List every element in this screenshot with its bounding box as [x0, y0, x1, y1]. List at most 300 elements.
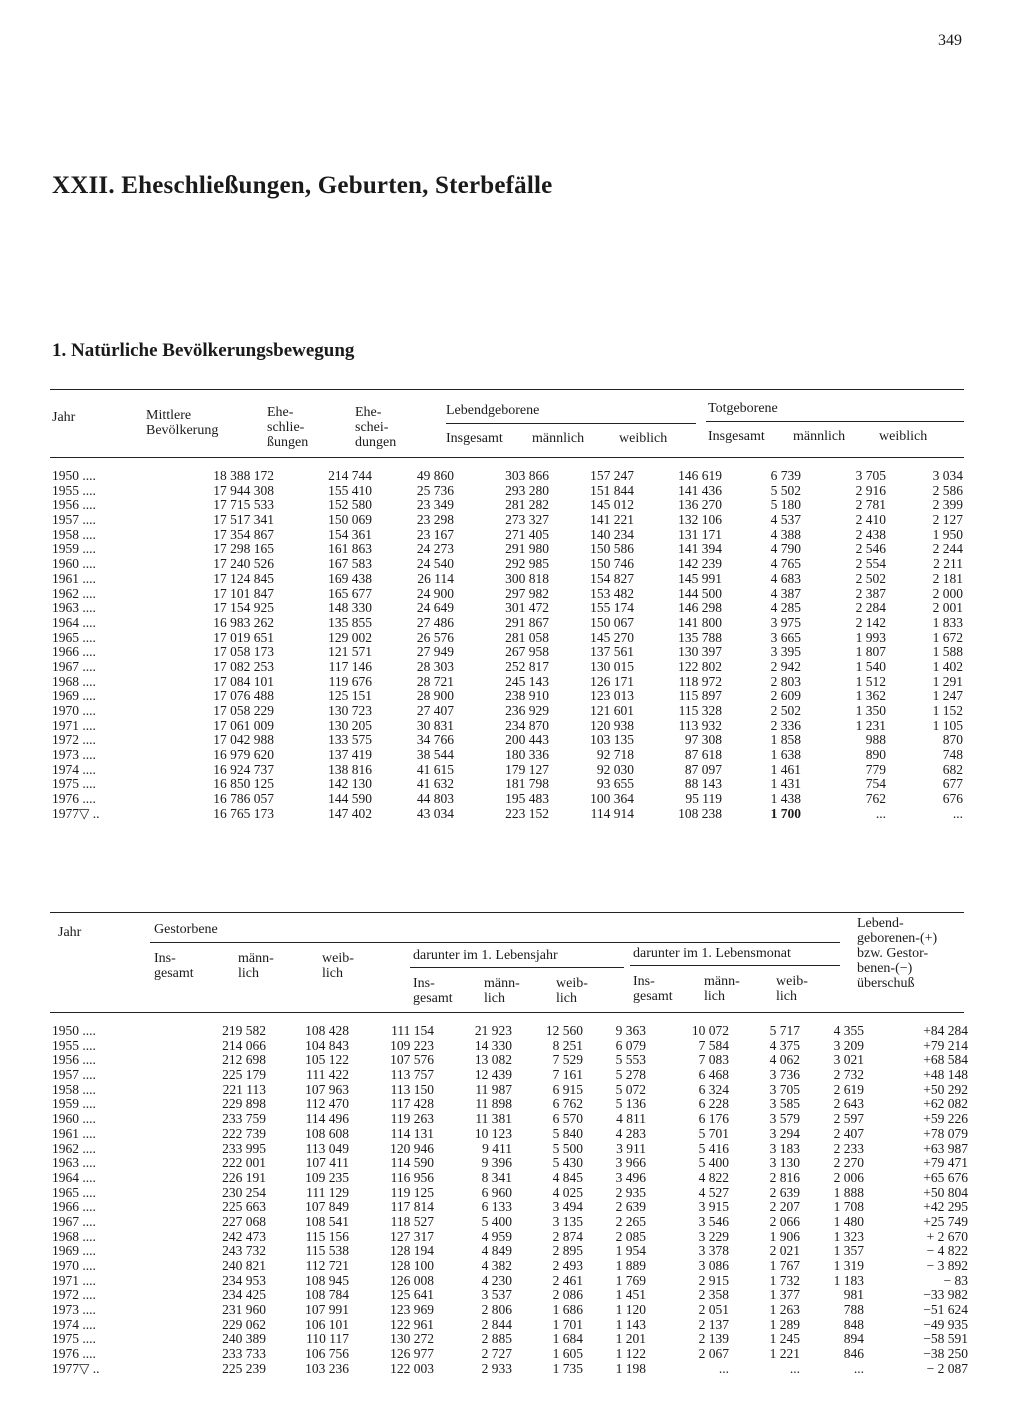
cell-gestorbene-weiblich: 117 428	[390, 1096, 434, 1112]
table2-header-maennlich: männ- lich	[238, 951, 274, 981]
cell-ehescheidungen: 28 721	[416, 673, 454, 689]
cell-lebend-insgesamt: 200 443	[505, 732, 549, 748]
cell-year: 1977▽ ..	[52, 805, 100, 821]
cell-lebensjahr-maennlich: 1 686	[552, 1302, 583, 1318]
cell-lebend-maennlich: 150 067	[590, 614, 634, 630]
cell-lebensjahr-weiblich: 9 363	[615, 1023, 646, 1038]
cell-lebensmonat-weiblich: 1 357	[833, 1243, 864, 1259]
cell-ueberschuss: −38 250	[923, 1346, 968, 1362]
table-row	[50, 556, 963, 572]
cell-year: 1957 ....	[52, 512, 96, 528]
cell-gestorbene-insgesamt: 230 254	[222, 1184, 266, 1200]
cell-lebensmonat-insgesamt: 5 416	[698, 1140, 729, 1156]
table2-darunter-monat-rule	[630, 965, 840, 966]
table2-header-ueberschuss: Lebend- geborenen-(+) bzw. Gestor- benen-(−) überschuß	[857, 916, 938, 991]
cell-lebensjahr-insgesamt: 5 400	[481, 1213, 512, 1229]
cell-ueberschuss: −58 591	[923, 1331, 968, 1347]
cell-gestorbene-maennlich: 112 470	[305, 1096, 349, 1112]
cell-eheschliessungen: 169 438	[328, 570, 372, 586]
cell-lebensjahr-maennlich: 1 605	[552, 1346, 583, 1362]
cell-gestorbene-weiblich: 119 125	[390, 1184, 434, 1200]
table1-header-jahr: Jahr	[52, 410, 76, 425]
table-row	[50, 644, 963, 660]
cell-lebensjahr-weiblich: 6 079	[615, 1037, 646, 1053]
cell-tot-weiblich: 2 181	[932, 570, 963, 586]
cell-lebensmonat-insgesamt: 2 067	[698, 1346, 729, 1362]
table2-body	[50, 1023, 968, 1377]
cell-tot-insgesamt: 3 395	[770, 644, 801, 660]
cell-mittlere-bevoelkerung: 17 944 308	[213, 482, 274, 498]
cell-lebensjahr-insgesamt: 2 885	[481, 1331, 512, 1347]
cell-tot-maennlich: 1 993	[855, 629, 886, 645]
cell-lebensmonat-maennlich: 2 021	[769, 1243, 800, 1259]
cell-lebend-insgesamt: 238 910	[505, 688, 549, 704]
cell-lebensjahr-maennlich: 7 161	[552, 1067, 583, 1083]
cell-tot-maennlich: 1 512	[855, 673, 886, 689]
cell-tot-maennlich: 2 546	[855, 541, 886, 557]
cell-gestorbene-insgesamt: 233 995	[222, 1140, 266, 1156]
cell-ehescheidungen: 24 273	[416, 541, 454, 557]
cell-year: 1975 ....	[52, 776, 96, 792]
cell-lebend-weiblich: 141 394	[678, 541, 722, 557]
cell-lebensmonat-weiblich: 4 355	[833, 1023, 864, 1038]
cell-gestorbene-weiblich: 123 969	[390, 1302, 434, 1318]
cell-lebend-insgesamt: 234 870	[505, 717, 549, 733]
cell-eheschliessungen: 133 575	[328, 732, 372, 748]
cell-lebensmonat-insgesamt: 2 915	[698, 1272, 729, 1288]
cell-year: 1955 ....	[52, 482, 96, 498]
cell-lebensmonat-weiblich: 1 319	[833, 1258, 864, 1273]
cell-lebensjahr-maennlich: 6 762	[552, 1096, 583, 1112]
cell-eheschliessungen: 138 816	[328, 761, 372, 777]
cell-lebend-weiblich: 146 298	[678, 600, 722, 616]
cell-lebensjahr-weiblich: 1 889	[615, 1258, 646, 1273]
cell-gestorbene-insgesamt: 222 739	[222, 1125, 266, 1141]
cell-lebend-weiblich: 136 270	[678, 497, 722, 513]
cell-year: 1964 ....	[52, 614, 96, 630]
cell-lebensjahr-insgesamt: 4 959	[481, 1228, 512, 1244]
cell-lebensmonat-insgesamt: 3 229	[698, 1228, 729, 1244]
table-row	[50, 1287, 968, 1303]
table1-header-totgeborene: Totgeborene	[708, 401, 778, 416]
cell-ueberschuss: +78 079	[923, 1125, 968, 1141]
cell-ehescheidungen: 23 167	[416, 526, 454, 542]
cell-lebensmonat-maennlich: 1 221	[769, 1346, 800, 1362]
cell-lebensmonat-maennlich: 3 585	[769, 1096, 800, 1112]
cell-tot-weiblich: 2 399	[932, 497, 963, 513]
cell-lebend-insgesamt: 236 929	[505, 703, 549, 718]
cell-tot-weiblich: 682	[942, 761, 963, 777]
cell-gestorbene-weiblich: 109 223	[390, 1037, 434, 1053]
cell-lebensjahr-maennlich: 2 493	[552, 1258, 583, 1273]
cell-tot-insgesamt: 3 975	[770, 614, 801, 630]
cell-mittlere-bevoelkerung: 17 058 173	[213, 644, 274, 660]
cell-ueberschuss: − 3 892	[926, 1258, 968, 1273]
cell-mittlere-bevoelkerung: 17 076 488	[213, 688, 274, 704]
cell-ehescheidungen: 41 632	[416, 776, 454, 792]
cell-year: 1968 ....	[52, 673, 96, 689]
cell-lebensjahr-weiblich: 4 811	[616, 1111, 646, 1127]
cell-year: 1959 ....	[52, 541, 96, 557]
table-row	[50, 614, 963, 631]
cell-mittlere-bevoelkerung: 18 388 172	[213, 468, 274, 483]
table-row	[50, 1155, 968, 1171]
cell-eheschliessungen: 214 744	[328, 468, 372, 483]
table-row	[50, 1302, 968, 1318]
table-row	[50, 1213, 968, 1230]
cell-lebensjahr-weiblich: 1 122	[615, 1346, 646, 1362]
cell-eheschliessungen: 154 361	[328, 526, 372, 542]
cell-lebend-weiblich: 131 171	[678, 526, 722, 542]
cell-tot-weiblich: 1 247	[932, 688, 963, 704]
cell-lebend-weiblich: 142 239	[678, 556, 722, 572]
cell-gestorbene-maennlich: 112 721	[305, 1258, 349, 1273]
cell-gestorbene-maennlich: 103 236	[305, 1360, 349, 1376]
cell-gestorbene-insgesamt: 226 191	[222, 1169, 266, 1185]
cell-lebensjahr-insgesamt: 21 923	[474, 1023, 512, 1038]
table2-header-weiblich: weib- lich	[322, 951, 354, 981]
cell-mittlere-bevoelkerung: 17 354 867	[213, 526, 274, 542]
table-row	[50, 1052, 968, 1068]
cell-eheschliessungen: 119 676	[328, 673, 372, 689]
cell-lebensmonat-weiblich: 3 209	[833, 1037, 864, 1053]
cell-lebensjahr-maennlich: 1 684	[552, 1331, 583, 1347]
cell-eheschliessungen: 148 330	[328, 600, 372, 616]
cell-gestorbene-weiblich: 118 527	[390, 1213, 434, 1229]
cell-tot-maennlich: 1 540	[855, 658, 886, 674]
cell-lebensjahr-weiblich: 2 265	[615, 1213, 646, 1229]
cell-tot-insgesamt: 4 285	[770, 600, 801, 616]
table-row	[50, 526, 963, 543]
cell-lebend-maennlich: 130 015	[590, 658, 634, 674]
cell-gestorbene-insgesamt: 229 062	[222, 1316, 266, 1332]
cell-ueberschuss: +50 804	[923, 1184, 968, 1200]
cell-lebensmonat-insgesamt: 4 822	[698, 1169, 729, 1185]
cell-year: 1967 ....	[52, 658, 96, 674]
cell-lebensjahr-insgesamt: 2 806	[481, 1302, 512, 1318]
cell-gestorbene-maennlich: 107 991	[305, 1302, 349, 1318]
cell-lebend-weiblich: 87 618	[684, 747, 722, 763]
cell-lebend-insgesamt: 179 127	[505, 761, 549, 777]
cell-lebensmonat-weiblich: 2 006	[833, 1169, 864, 1185]
cell-lebend-insgesamt: 223 152	[505, 805, 549, 821]
cell-lebend-insgesamt: 293 280	[505, 482, 549, 498]
cell-tot-weiblich: 2 211	[933, 556, 963, 572]
cell-mittlere-bevoelkerung: 17 154 925	[213, 600, 274, 616]
table2-header-jahr: Jahr	[58, 925, 82, 940]
cell-lebensjahr-weiblich: 3 911	[616, 1140, 646, 1156]
cell-year: 1960 ....	[52, 1111, 96, 1127]
cell-lebensjahr-maennlich: 2 895	[552, 1243, 583, 1259]
cell-year: 1955 ....	[52, 1037, 96, 1053]
cell-tot-maennlich: 2 554	[855, 556, 886, 572]
table-row	[50, 1140, 968, 1157]
cell-tot-insgesamt: 1 858	[770, 732, 801, 748]
table-row	[50, 761, 963, 778]
table1-header-eheschliessungen: Ehe- schlie- ßungen	[267, 405, 309, 450]
cell-lebensmonat-insgesamt: ...	[718, 1360, 729, 1376]
table-row	[50, 747, 963, 763]
cell-lebensjahr-weiblich: 5 072	[615, 1081, 646, 1097]
cell-year: 1967 ....	[52, 1213, 96, 1229]
cell-lebensjahr-maennlich: 12 560	[545, 1023, 583, 1038]
cell-tot-weiblich: ...	[952, 805, 963, 821]
cell-eheschliessungen: 130 205	[328, 717, 372, 733]
cell-eheschliessungen: 121 571	[328, 644, 372, 660]
cell-lebensmonat-insgesamt: 5 400	[698, 1155, 729, 1171]
cell-lebensmonat-weiblich: 2 643	[833, 1096, 864, 1112]
cell-lebensmonat-insgesamt: 6 324	[698, 1081, 729, 1097]
cell-mittlere-bevoelkerung: 16 979 620	[213, 747, 274, 763]
table-row	[50, 1125, 968, 1142]
cell-ehescheidungen: 27 407	[416, 703, 454, 718]
cell-tot-insgesamt: 4 790	[770, 541, 801, 557]
cell-year: 1961 ....	[52, 1125, 96, 1141]
cell-lebensmonat-maennlich: 1 377	[769, 1287, 800, 1303]
table1-header-lebendgeborene: Lebendgeborene	[446, 403, 540, 418]
cell-year: 1976 ....	[52, 1346, 96, 1362]
cell-year: 1961 ....	[52, 570, 96, 586]
cell-gestorbene-maennlich: 108 428	[305, 1023, 349, 1038]
cell-ehescheidungen: 23 349	[416, 497, 454, 513]
cell-tot-maennlich: 1 807	[855, 644, 886, 660]
table1-header-lg-maennlich: männlich	[532, 431, 585, 446]
cell-mittlere-bevoelkerung: 16 786 057	[213, 791, 274, 807]
cell-year: 1965 ....	[52, 1184, 96, 1200]
cell-mittlere-bevoelkerung: 17 517 341	[213, 512, 274, 528]
cell-lebend-maennlich: 145 270	[590, 629, 634, 645]
table-row	[50, 703, 963, 719]
cell-year: 1972 ....	[52, 1287, 96, 1303]
cell-year: 1958 ....	[52, 526, 96, 542]
table2-header-gestorbene: Gestorbene	[154, 922, 218, 937]
table1-header-mittlere: Mittlere Bevölkerung	[146, 408, 219, 438]
cell-mittlere-bevoelkerung: 16 765 173	[213, 805, 274, 821]
cell-gestorbene-insgesamt: 234 425	[222, 1287, 266, 1303]
cell-lebend-insgesamt: 252 817	[505, 658, 549, 674]
cell-lebend-maennlich: 154 827	[590, 570, 634, 586]
cell-gestorbene-insgesamt: 231 960	[222, 1302, 266, 1318]
cell-gestorbene-weiblich: 117 814	[390, 1199, 434, 1215]
cell-lebensmonat-maennlich: 2 066	[769, 1213, 800, 1229]
table2-header-lj-weiblich: weib- lich	[556, 976, 588, 1006]
cell-tot-weiblich: 2 586	[932, 482, 963, 498]
cell-year: 1972 ....	[52, 732, 96, 748]
cell-year: 1971 ....	[52, 1272, 96, 1288]
cell-lebensmonat-maennlich: 3 183	[769, 1140, 800, 1156]
cell-lebend-maennlich: 126 171	[590, 673, 634, 689]
cell-lebensjahr-maennlich: 8 251	[552, 1037, 583, 1053]
cell-tot-weiblich: 1 588	[932, 644, 963, 660]
cell-ueberschuss: +42 295	[923, 1199, 968, 1215]
cell-lebensjahr-insgesamt: 4 230	[481, 1272, 512, 1288]
cell-lebensmonat-maennlich: 3 130	[769, 1155, 800, 1171]
cell-lebensjahr-insgesamt: 2 933	[481, 1360, 512, 1376]
cell-tot-insgesamt: 1 438	[770, 791, 801, 807]
cell-lebensjahr-weiblich: 1 954	[615, 1243, 646, 1259]
cell-gestorbene-weiblich: 113 150	[390, 1081, 434, 1097]
table-row	[50, 585, 963, 602]
cell-lebend-insgesamt: 245 143	[505, 673, 549, 689]
cell-lebend-maennlich: 140 234	[590, 526, 634, 542]
table-row	[50, 1067, 968, 1083]
table-row	[50, 541, 963, 557]
cell-tot-insgesamt: 6 739	[770, 468, 801, 483]
cell-lebend-weiblich: 141 800	[678, 614, 722, 630]
cell-lebensmonat-insgesamt: 3 915	[698, 1199, 729, 1215]
cell-mittlere-bevoelkerung: 17 298 165	[213, 541, 274, 557]
cell-gestorbene-maennlich: 109 235	[305, 1169, 349, 1185]
cell-year: 1966 ....	[52, 1199, 96, 1215]
cell-lebensmonat-insgesamt: 7 584	[698, 1037, 729, 1053]
cell-ueberschuss: +25 749	[923, 1213, 968, 1229]
cell-ueberschuss: +65 676	[923, 1169, 968, 1185]
cell-lebend-weiblich: 118 972	[678, 673, 722, 689]
cell-lebensmonat-weiblich: 846	[843, 1346, 864, 1362]
cell-lebend-insgesamt: 281 058	[505, 629, 549, 645]
cell-ueberschuss: +68 584	[923, 1052, 968, 1068]
cell-gestorbene-maennlich: 106 756	[305, 1346, 349, 1362]
table2-header-lm-insgesamt: Ins- gesamt	[633, 974, 673, 1004]
cell-ehescheidungen: 28 900	[416, 688, 454, 704]
cell-gestorbene-maennlich: 114 496	[305, 1111, 349, 1127]
cell-lebensmonat-maennlich: 2 207	[769, 1199, 800, 1215]
cell-tot-maennlich: 754	[865, 776, 886, 792]
cell-lebensmonat-maennlich: 3 579	[769, 1111, 800, 1127]
cell-lebend-insgesamt: 180 336	[505, 747, 549, 763]
table-row	[50, 512, 963, 528]
cell-eheschliessungen: 137 419	[328, 747, 372, 763]
cell-gestorbene-maennlich: 111 129	[306, 1184, 349, 1200]
cell-lebend-weiblich: 88 143	[684, 776, 722, 792]
cell-mittlere-bevoelkerung: 17 082 253	[213, 658, 274, 674]
cell-tot-insgesamt: 1 700	[770, 805, 801, 821]
cell-lebensjahr-weiblich: 3 966	[615, 1155, 646, 1171]
cell-gestorbene-maennlich: 115 156	[305, 1228, 349, 1244]
cell-lebensjahr-insgesamt: 4 382	[481, 1258, 512, 1273]
cell-ehescheidungen: 23 298	[416, 512, 454, 528]
cell-lebensmonat-weiblich: 1 480	[833, 1213, 864, 1229]
cell-lebensmonat-maennlich: 1 245	[769, 1331, 800, 1347]
cell-ehescheidungen: 38 544	[416, 747, 454, 763]
cell-lebensjahr-insgesamt: 8 341	[481, 1169, 512, 1185]
cell-lebensjahr-weiblich: 2 639	[615, 1199, 646, 1215]
cell-mittlere-bevoelkerung: 17 124 845	[213, 570, 274, 586]
table-row	[50, 1316, 968, 1333]
cell-lebend-maennlich: 151 844	[590, 482, 634, 498]
cell-lebensjahr-maennlich: 2 086	[552, 1287, 583, 1303]
table1-header-rule	[50, 457, 964, 458]
table-row	[50, 805, 963, 822]
cell-ehescheidungen: 30 831	[416, 717, 454, 733]
cell-tot-maennlich: 2 410	[855, 512, 886, 528]
cell-tot-weiblich: 1 402	[932, 658, 963, 674]
table1-lebend-rule	[446, 423, 696, 424]
table2-header-darunter-monat: darunter im 1. Lebensmonat	[633, 946, 791, 961]
cell-lebend-maennlich: 141 221	[590, 512, 634, 528]
cell-mittlere-bevoelkerung: 16 983 262	[213, 614, 274, 630]
cell-gestorbene-weiblich: 107 576	[390, 1052, 434, 1068]
cell-gestorbene-insgesamt: 225 179	[222, 1067, 266, 1083]
table2-header-darunter-jahr: darunter im 1. Lebensjahr	[413, 948, 558, 963]
cell-mittlere-bevoelkerung: 17 101 847	[213, 585, 274, 601]
cell-lebensjahr-insgesamt: 14 330	[474, 1037, 512, 1053]
cell-tot-insgesamt: 1 461	[770, 761, 801, 777]
cell-tot-weiblich: 870	[942, 732, 963, 748]
cell-gestorbene-weiblich: 126 008	[390, 1272, 434, 1288]
cell-mittlere-bevoelkerung: 17 019 651	[213, 629, 274, 645]
cell-lebensmonat-insgesamt: 3 546	[698, 1213, 729, 1229]
cell-gestorbene-insgesamt: 229 898	[222, 1096, 266, 1112]
cell-year: 1950 ....	[52, 468, 96, 483]
cell-tot-weiblich: 1 105	[932, 717, 963, 733]
table-row	[50, 1096, 968, 1112]
cell-gestorbene-insgesamt: 225 663	[222, 1199, 266, 1215]
cell-year: 1960 ....	[52, 556, 96, 572]
cell-lebensmonat-maennlich: 1 732	[769, 1272, 800, 1288]
table-row	[50, 673, 963, 690]
cell-lebensmonat-insgesamt: 2 358	[698, 1287, 729, 1303]
cell-lebensjahr-weiblich: 5 136	[615, 1096, 646, 1112]
cell-ueberschuss: +79 471	[923, 1155, 968, 1171]
cell-mittlere-bevoelkerung: 17 084 101	[213, 673, 274, 689]
cell-tot-weiblich: 2 244	[932, 541, 963, 557]
cell-tot-weiblich: 1 152	[932, 703, 963, 718]
cell-lebensmonat-weiblich: 894	[843, 1331, 864, 1347]
cell-ueberschuss: −49 935	[923, 1316, 968, 1332]
cell-lebend-maennlich: 100 364	[590, 791, 634, 807]
cell-year: 1962 ....	[52, 1140, 96, 1156]
cell-lebensjahr-weiblich: 4 283	[615, 1125, 646, 1141]
table1-header-tg-weiblich: weiblich	[879, 429, 928, 444]
cell-lebensmonat-maennlich: ...	[789, 1360, 800, 1376]
cell-lebensjahr-maennlich: 1 735	[552, 1360, 583, 1376]
cell-ueberschuss: −33 982	[923, 1287, 968, 1303]
cell-gestorbene-weiblich: 125 641	[390, 1287, 434, 1303]
cell-lebensmonat-weiblich: 1 183	[833, 1272, 864, 1288]
cell-ehescheidungen: 26 114	[417, 570, 454, 586]
cell-mittlere-bevoelkerung: 17 715 533	[213, 497, 274, 513]
cell-year: 1959 ....	[52, 1096, 96, 1112]
cell-tot-insgesamt: 2 609	[770, 688, 801, 704]
cell-lebensmonat-insgesamt: 7 083	[698, 1052, 729, 1068]
chapter-title: XXII. Eheschließungen, Geburten, Sterbefälle	[52, 172, 553, 199]
table-row	[50, 1228, 968, 1245]
cell-lebensjahr-insgesamt: 13 082	[474, 1052, 512, 1068]
cell-lebend-insgesamt: 301 472	[505, 600, 549, 616]
cell-gestorbene-weiblich: 126 977	[390, 1346, 434, 1362]
cell-tot-weiblich: 748	[942, 747, 963, 763]
cell-mittlere-bevoelkerung: 17 061 009	[213, 717, 274, 733]
cell-lebensmonat-insgesamt: 4 527	[698, 1184, 729, 1200]
cell-ehescheidungen: 49 860	[416, 468, 454, 483]
cell-lebend-maennlich: 121 601	[590, 703, 634, 718]
cell-gestorbene-weiblich: 111 154	[391, 1023, 434, 1038]
cell-lebend-maennlich: 120 938	[590, 717, 634, 733]
cell-ehescheidungen: 26 576	[416, 629, 454, 645]
cell-lebensmonat-maennlich: 4 375	[769, 1037, 800, 1053]
cell-gestorbene-weiblich: 128 100	[390, 1258, 434, 1273]
cell-year: 1974 ....	[52, 1316, 96, 1332]
cell-tot-maennlich: 1 350	[855, 703, 886, 718]
table2-header-rule	[50, 1012, 964, 1013]
cell-ueberschuss: − 2 087	[926, 1360, 968, 1376]
cell-ueberschuss: − 83	[943, 1272, 968, 1288]
cell-tot-maennlich: ...	[875, 805, 886, 821]
cell-lebensjahr-maennlich: 6 915	[552, 1081, 583, 1097]
table2-darunter-jahr-rule	[410, 967, 624, 968]
cell-lebensmonat-weiblich: 788	[843, 1302, 864, 1318]
